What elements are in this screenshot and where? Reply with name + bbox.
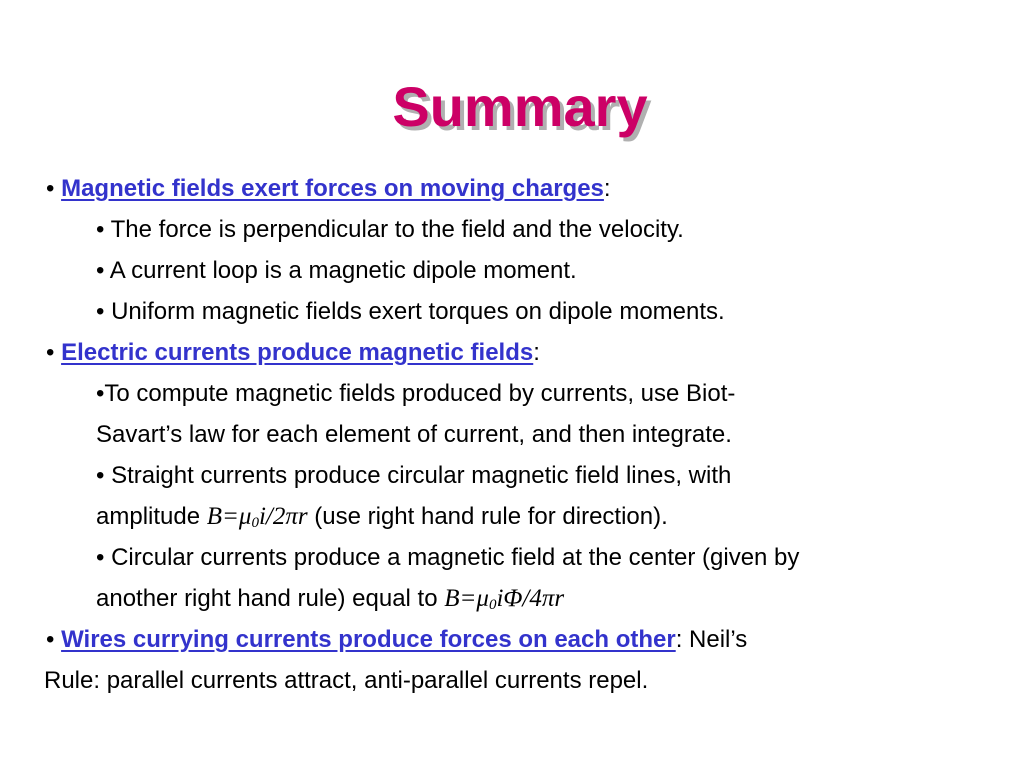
section-2-item-2-line-1: • Straight currents produce circular magnetic field lines, with <box>96 462 732 489</box>
slide-body <box>46 168 1006 701</box>
bullet: • <box>46 175 55 202</box>
section-2-item-3-line-2 <box>46 578 1006 619</box>
section-2-item-1-line-2: Savart’s law for each element of current, and then integrate. <box>96 421 732 448</box>
section-2-heading-line <box>46 332 1006 373</box>
circular-current-formula <box>444 585 564 612</box>
section-2-item-1-line-1: •To compute magnetic fields produced by currents, use Biot- <box>96 380 736 407</box>
section-2-item-3-line-1: • Circular currents produce a magnetic field at the center (given by <box>96 544 800 571</box>
section-3-heading-line <box>46 619 1006 660</box>
section-2-item-2-line-2 <box>46 496 1006 537</box>
colon: : <box>533 339 540 366</box>
section-2-heading-link[interactable]: Electric currents produce magnetic fields <box>61 339 534 366</box>
text: another right hand rule) equal to <box>96 585 445 612</box>
section-3-line-2: Rule: parallel currents attract, anti-parallel currents repel. <box>44 667 649 694</box>
formula-part: B=μ <box>206 503 252 530</box>
text: amplitude <box>96 503 207 530</box>
straight-current-formula <box>207 503 308 530</box>
formula-subscript: 0 <box>488 597 497 613</box>
bullet: • <box>46 339 55 366</box>
text: (use right hand rule for direction). <box>307 503 668 530</box>
formula-part: i/2πr <box>258 503 308 530</box>
colon: : <box>603 175 611 202</box>
section-1-heading-line <box>46 168 1006 209</box>
bullet: • <box>46 626 55 653</box>
formula-subscript: 0 <box>251 515 259 531</box>
slide-title: Summary <box>392 75 648 138</box>
text: : Neil’s <box>675 626 748 653</box>
section-3-heading-link[interactable]: Wires currying currents produce forces on each other <box>61 626 676 653</box>
section-1-item-3: • Uniform magnetic fields exert torques on dipole moments. <box>96 298 725 325</box>
formula-part: B=μ <box>444 585 489 612</box>
section-1-item-1: • The force is perpendicular to the field and the velocity. <box>96 216 684 243</box>
formula-part: iΦ/4πr <box>496 585 565 612</box>
section-1-heading-link[interactable]: Magnetic fields exert forces on moving charges <box>61 175 604 202</box>
section-1-item-2: • A current loop is a magnetic dipole moment. <box>96 257 577 284</box>
